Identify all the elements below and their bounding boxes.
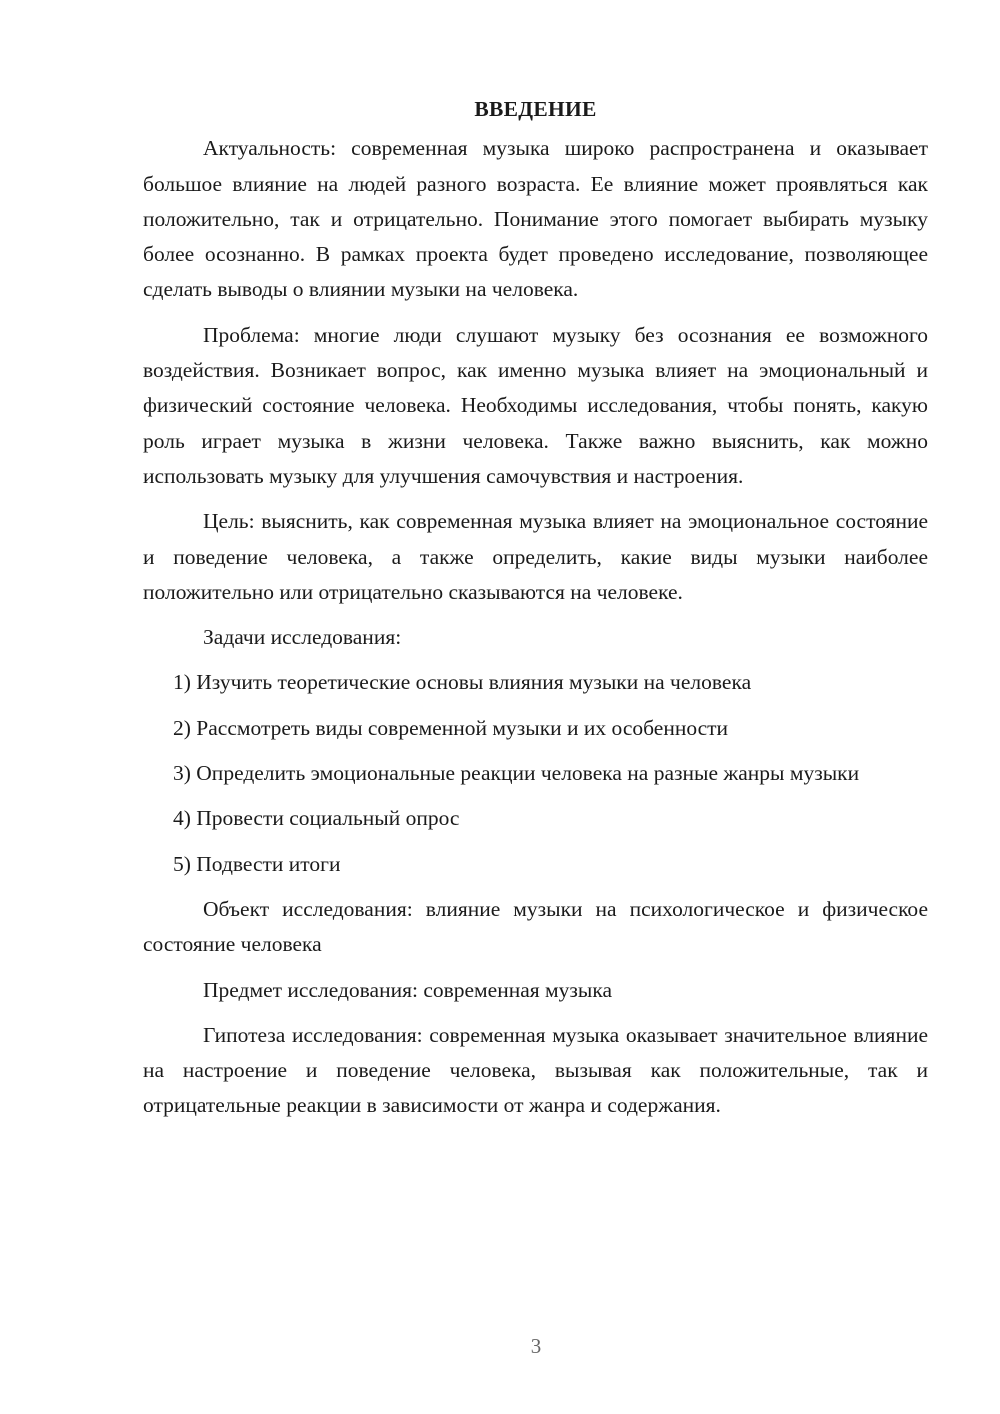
task-item-2: 2) Рассмотреть виды современной музыки и их особенности xyxy=(173,715,729,740)
page-content xyxy=(143,92,928,1134)
task-item-3: 3) Определить эмоциональные реакции человека на разные жанры музыки xyxy=(173,761,860,786)
page-number: 3 xyxy=(530,1334,542,1358)
problem-paragraph: Проблема: многие люди слушают музыку без осознания ее возможного воздействия. Возникает вопрос, как именно музыка влияет на эмоциональный и физический состояние человека. Необходимы исследования, чтобы понять, какую роль играет музыка в жизни человека. Также важно выяснить, как можно использовать музыку для улучшения самочувствия и настроения. xyxy=(143,322,928,488)
section-title: ВВЕДЕНИЕ xyxy=(474,97,597,121)
goal-paragraph: Цель: выяснить, как современная музыка влияет на эмоциональное состояние и поведение человека, а также определить, какие виды музыки наиболее положительно или отрицательно сказываются на человеке. xyxy=(143,509,928,604)
object-paragraph: Объект исследования: влияние музыки на психологическое и физическое состояние человека xyxy=(143,896,928,957)
hypothesis-paragraph: Гипотеза исследования: современная музыка оказывает значительное влияние на настроение и поведение человека, вызывая как положительные, так и отрицательные реакции в зависимости от жанра и содержания. xyxy=(143,1022,928,1118)
tasks-heading: Задачи исследования: xyxy=(203,625,402,650)
task-item-4: 4) Провести социальный опрос xyxy=(173,806,460,831)
relevance-paragraph: Актуальность: современная музыка широко распространена и оказывает большое влияние на людей разного возраста. Ее влияние может проявляться как положительно, так и отрицательно. Понимание этого помогает выбирать музыку более осознанно. В рамках проекта будет проведено исследование, позволяющее сделать выводы о влиянии музыки на человека. xyxy=(143,136,928,302)
task-item-5: 5) Подвести итоги xyxy=(173,851,341,876)
subject-paragraph: Предмет исследования: современная музыка xyxy=(203,977,612,1002)
task-item-1: 1) Изучить теоретические основы влияния музыки на человека xyxy=(173,670,752,695)
